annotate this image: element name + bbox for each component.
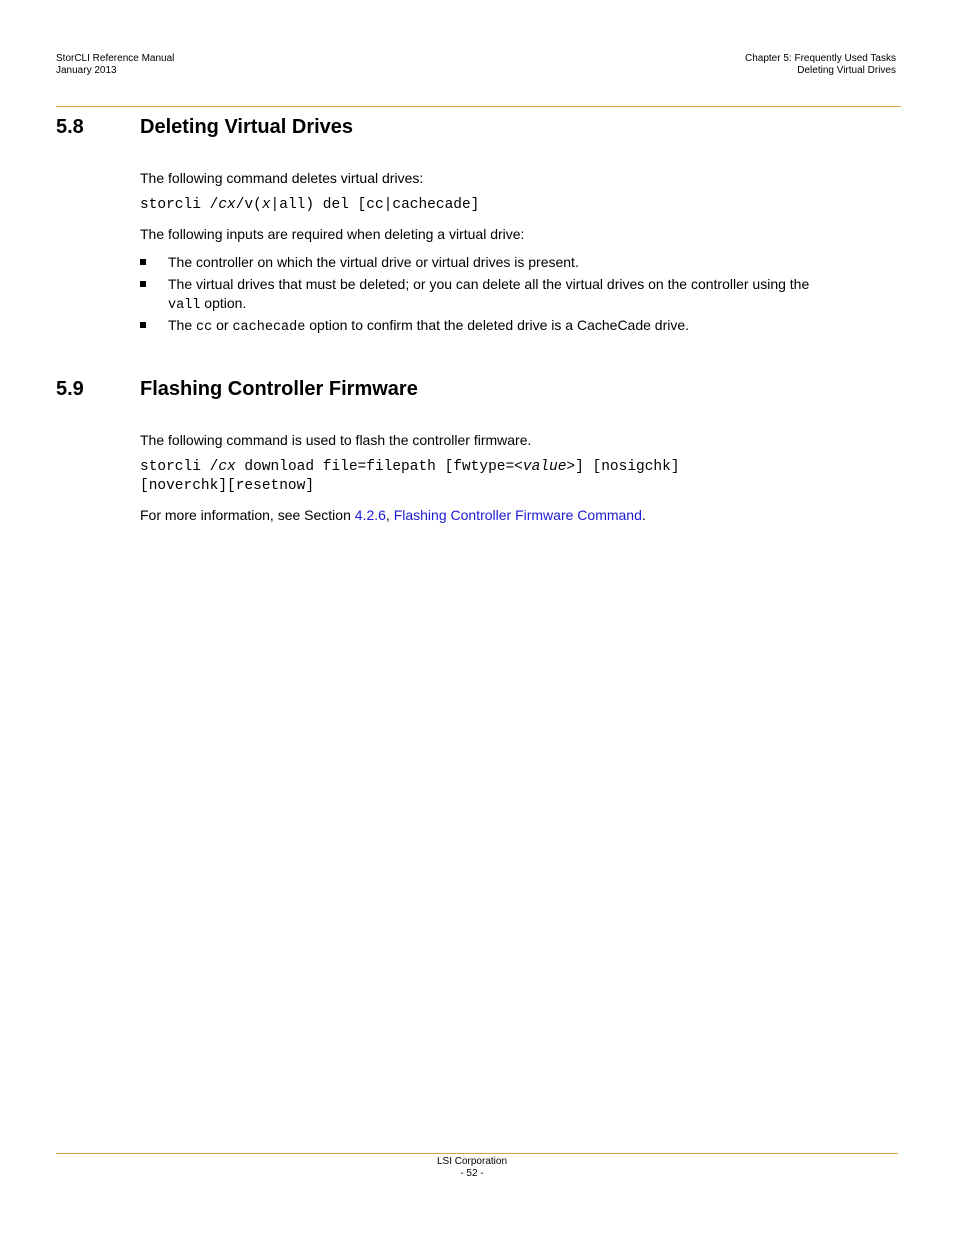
code-part: >] [nosigchk] bbox=[566, 459, 680, 475]
command-syntax bbox=[140, 196, 479, 215]
inputs-intro: The following inputs are required when deleting a virtual drive: bbox=[140, 226, 525, 242]
page-footer bbox=[0, 1156, 944, 1180]
section-title-link[interactable]: Flashing Controller Firmware Command bbox=[393, 507, 642, 523]
section-heading-5-9 bbox=[56, 377, 418, 401]
code-part: /v( bbox=[235, 197, 262, 213]
inline-code: cc bbox=[196, 320, 213, 335]
text-run: option. bbox=[200, 295, 247, 311]
section-number: 5.9 bbox=[56, 378, 84, 400]
list-item-text bbox=[168, 275, 860, 315]
list-item-text bbox=[168, 316, 860, 337]
company-name: LSI Corporation bbox=[436, 1156, 508, 1167]
intro-paragraph: The following command is used to flash the controller firmware. bbox=[140, 432, 532, 448]
chapter-title: Chapter 5: Frequently Used Tasks bbox=[744, 53, 896, 64]
code-param: cx bbox=[218, 459, 236, 475]
page-number: - 52 - bbox=[460, 1168, 484, 1179]
manual-title: StorCLI Reference Manual bbox=[56, 53, 175, 64]
code-param: value bbox=[522, 459, 567, 475]
code-part: |all) del [cc|cachecade] bbox=[270, 197, 480, 213]
text-run: . bbox=[641, 507, 646, 523]
section-title: Deleting Virtual Drives bbox=[140, 116, 354, 138]
text-run: For more information, see Section bbox=[140, 507, 355, 523]
text-run: , bbox=[385, 507, 394, 523]
text-run: The virtual drives that must be deleted; or you can delete all the virtual drives on the controller using the bbox=[168, 276, 810, 292]
running-header-right bbox=[745, 53, 896, 77]
code-param: cx bbox=[218, 197, 236, 213]
intro-paragraph: The following command deletes virtual drives: bbox=[140, 170, 424, 186]
manual-date: January 2013 bbox=[56, 65, 117, 76]
code-param: x bbox=[261, 197, 271, 213]
text-run: or bbox=[212, 317, 233, 333]
bullet-square-icon bbox=[140, 322, 146, 328]
bullet-square-icon bbox=[140, 281, 146, 287]
text-run: option to confirm that the deleted drive is a CacheCade drive. bbox=[305, 317, 690, 333]
inline-code: cachecade bbox=[232, 320, 306, 335]
section-link[interactable]: 4.2.6 bbox=[354, 507, 386, 523]
code-part: download file=filepath [fwtype=< bbox=[235, 459, 523, 475]
section-title: Flashing Controller Firmware bbox=[140, 378, 418, 400]
section-title: Deleting Virtual Drives bbox=[797, 65, 896, 76]
code-part: [noverchk][resetnow] bbox=[140, 478, 315, 494]
running-header-left bbox=[56, 53, 174, 77]
code-part: storcli / bbox=[140, 459, 219, 475]
list-item bbox=[140, 275, 860, 315]
code-part: storcli / bbox=[140, 197, 219, 213]
text-run: The bbox=[168, 317, 197, 333]
section-heading-5-8 bbox=[56, 115, 353, 139]
bullet-square-icon bbox=[140, 259, 146, 265]
list-item bbox=[140, 316, 860, 337]
list-item-text: The controller on which the virtual drive or virtual drives is present. bbox=[168, 254, 579, 270]
list-item bbox=[140, 253, 860, 272]
footer-rule bbox=[56, 1153, 898, 1154]
inline-code: vall bbox=[168, 298, 201, 313]
cross-reference bbox=[140, 506, 860, 524]
section-number: 5.8 bbox=[56, 116, 84, 138]
header-rule bbox=[56, 106, 901, 107]
command-syntax bbox=[140, 458, 680, 496]
